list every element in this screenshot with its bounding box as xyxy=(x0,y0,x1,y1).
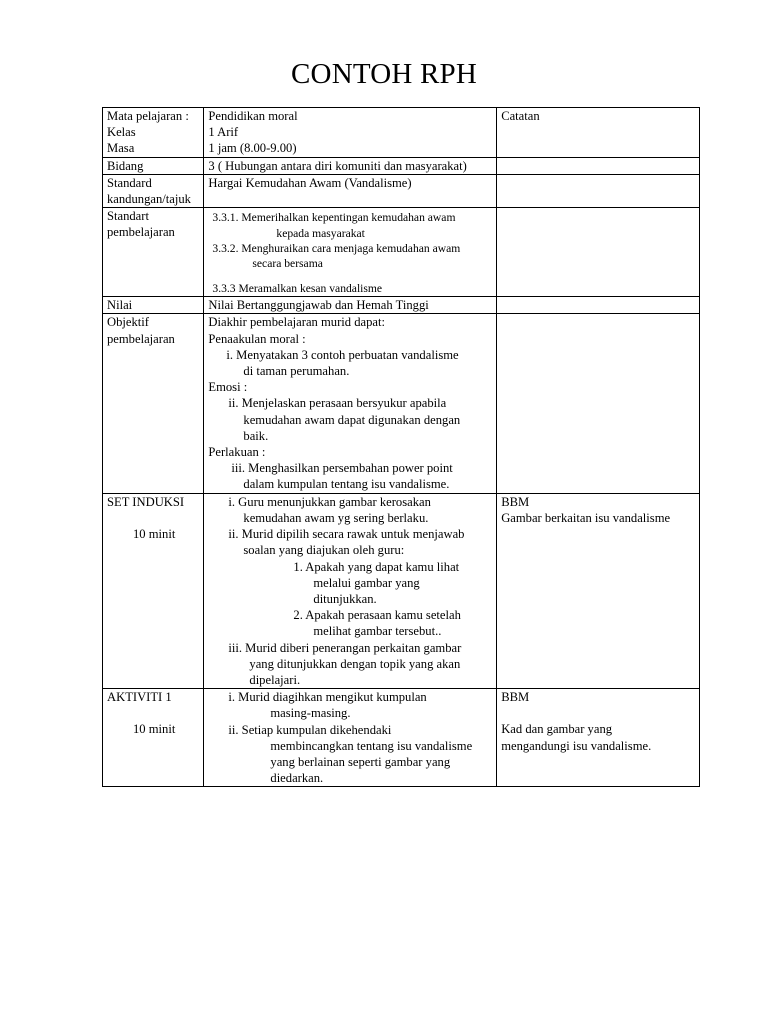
aktiviti-item-ii-cont3: diedarkan. xyxy=(270,771,324,786)
set-induksi-question-1-cont2: ditunjukkan. xyxy=(313,591,377,606)
standard-label-line1: Standard xyxy=(107,175,152,190)
table-row-nilai xyxy=(103,297,700,314)
header-label-cell xyxy=(103,108,204,158)
set-induksi-label: SET INDUKSI xyxy=(107,494,185,509)
set-induksi-label-cell xyxy=(103,493,204,688)
value-mata-pelajaran: Pendidikan moral xyxy=(208,109,298,123)
value-masa: 1 jam (8.00-9.00) xyxy=(208,141,297,156)
header-note-cell xyxy=(497,108,700,158)
objektif-heading-perlakuan: Perlakuan : xyxy=(208,445,266,460)
aktiviti-note xyxy=(497,689,700,787)
set-induksi-question-2-cont: melihat gambar tersebut.. xyxy=(313,624,442,639)
aktiviti-item-ii-cont2: yang berlainan seperti gambar yang xyxy=(270,754,451,769)
page-title: CONTOH RPH xyxy=(291,58,477,90)
standard-value-text: Hargai Kemudahan Awam (Vandalisme) xyxy=(208,175,412,190)
set-induksi-bbm-value: Gambar berkaitan isu vandalisme xyxy=(501,510,671,525)
bidang-label: Bidang xyxy=(103,157,204,174)
set-induksi-item-ii: ii. Murid dipilih secara rawak untuk menjawab xyxy=(228,527,465,542)
objektif-intro: Diakhir pembelajaran murid dapat: xyxy=(208,315,385,330)
set-induksi-item-iii-cont1: yang ditunjukkan dengan topik yang akan xyxy=(249,656,461,671)
table-row-header xyxy=(103,108,700,158)
objektif-label-line1: Objektif xyxy=(107,315,149,330)
standart-item-1-cont: kepada masyarakat xyxy=(276,226,365,240)
objektif-item-i-cont: di taman perumahan. xyxy=(243,364,350,379)
objektif-heading-penaakulan: Penaakulan moral : xyxy=(208,331,306,346)
header-value-cell xyxy=(204,108,497,158)
set-induksi-item-i-cont: kemudahan awam yg sering berlaku. xyxy=(243,510,429,525)
table-row-objektif xyxy=(103,314,700,493)
aktiviti-duration: 10 minit xyxy=(133,722,176,737)
objektif-label-line2: pembelajaran xyxy=(107,331,175,346)
standart-items xyxy=(204,208,497,297)
objektif-note xyxy=(497,314,700,493)
table-row-set-induksi xyxy=(103,493,700,688)
objektif-item-ii-cont1: kemudahan awam dapat digunakan dengan xyxy=(243,412,461,427)
lesson-plan-table xyxy=(102,107,700,787)
set-induksi-content xyxy=(204,493,497,688)
standart-label-line1: Standart xyxy=(107,209,149,224)
aktiviti-item-ii: ii. Setiap kumpulan dikehendaki xyxy=(228,722,392,737)
objektif-item-iii-cont: dalam kumpulan tentang isu vandalisme. xyxy=(243,477,450,492)
aktiviti-label: AKTIVITI 1 xyxy=(107,690,172,705)
label-masa: Masa xyxy=(107,141,135,156)
standard-label-line2: kandungan/tajuk xyxy=(107,192,191,207)
set-induksi-note xyxy=(497,493,700,688)
aktiviti-content xyxy=(204,689,497,787)
objektif-content xyxy=(204,314,497,493)
set-induksi-question-2: 2. Apakah perasaan kamu setelah xyxy=(293,608,461,623)
objektif-label xyxy=(103,314,204,493)
set-induksi-item-i: i. Guru menunjukkan gambar kerosakan xyxy=(228,494,431,509)
table-row-aktiviti xyxy=(103,689,700,787)
label-mata-pelajaran: Mata pelajaran : xyxy=(107,109,189,123)
value-kelas: 1 Arif xyxy=(208,125,239,140)
objektif-heading-emosi: Emosi : xyxy=(208,380,248,395)
aktiviti-item-i: i. Murid diagihkan mengikut kumpulan xyxy=(228,690,427,705)
nilai-note xyxy=(497,297,700,314)
objektif-item-ii: ii. Menjelaskan perasaan bersyukur apabila xyxy=(228,396,447,411)
set-induksi-item-ii-cont: soalan yang diajukan oleh guru: xyxy=(243,543,405,558)
standard-note xyxy=(497,174,700,207)
table-row-bidang xyxy=(103,157,700,174)
standart-item-2: 3.3.2. Menghuraikan cara menjaga kemudahan awam xyxy=(212,242,461,256)
catatan-label: Catatan xyxy=(501,109,540,123)
nilai-value xyxy=(204,297,497,314)
set-induksi-question-1: 1. Apakah yang dapat kamu lihat xyxy=(293,559,460,574)
set-induksi-question-1-cont1: melalui gambar yang xyxy=(313,575,420,590)
set-induksi-bbm-label: BBM xyxy=(501,494,530,509)
bidang-note xyxy=(497,157,700,174)
standard-value xyxy=(204,174,497,207)
bidang-value-text: 3 ( Hubungan antara diri komuniti dan masyarakat) xyxy=(208,158,467,173)
aktiviti-bbm-value-2: mengandungi isu vandalisme. xyxy=(501,738,652,753)
standard-label xyxy=(103,174,204,207)
nilai-label: Nilai xyxy=(103,297,204,314)
set-induksi-item-iii-cont2: dipelajari. xyxy=(249,672,301,687)
standart-note xyxy=(497,208,700,297)
objektif-item-iii: iii. Menghasilkan persembahan power point xyxy=(231,461,453,476)
objektif-item-i: i. Menyatakan 3 contoh perbuatan vandalisme xyxy=(226,347,459,362)
standart-item-3: 3.3.3 Meramalkan kesan vandalisme xyxy=(212,281,383,295)
standart-item-1: 3.3.1. Memerihalkan kepentingan kemudahan awam xyxy=(212,211,456,225)
standart-label-line2: pembelajaran xyxy=(107,225,175,240)
nilai-value-text: Nilai Bertanggungjawab dan Hemah Tinggi xyxy=(208,298,429,313)
set-induksi-duration: 10 minit xyxy=(133,526,176,541)
set-induksi-item-iii: iii. Murid diberi penerangan perkaitan gambar xyxy=(228,640,462,655)
table-row-standart xyxy=(103,208,700,297)
standart-label xyxy=(103,208,204,297)
aktiviti-bbm-label: BBM xyxy=(501,690,530,705)
aktiviti-bbm-value-1: Kad dan gambar yang xyxy=(501,722,613,737)
objektif-item-ii-cont2: baik. xyxy=(243,428,269,443)
table-row-standard xyxy=(103,174,700,207)
bidang-value xyxy=(204,157,497,174)
standart-item-2-cont: secara bersama xyxy=(252,257,323,271)
label-kelas: Kelas xyxy=(107,125,136,140)
aktiviti-item-i-cont: masing-masing. xyxy=(270,706,351,721)
aktiviti-item-ii-cont1: membincangkan tentang isu vandalisme xyxy=(270,738,473,753)
aktiviti-label-cell xyxy=(103,689,204,787)
